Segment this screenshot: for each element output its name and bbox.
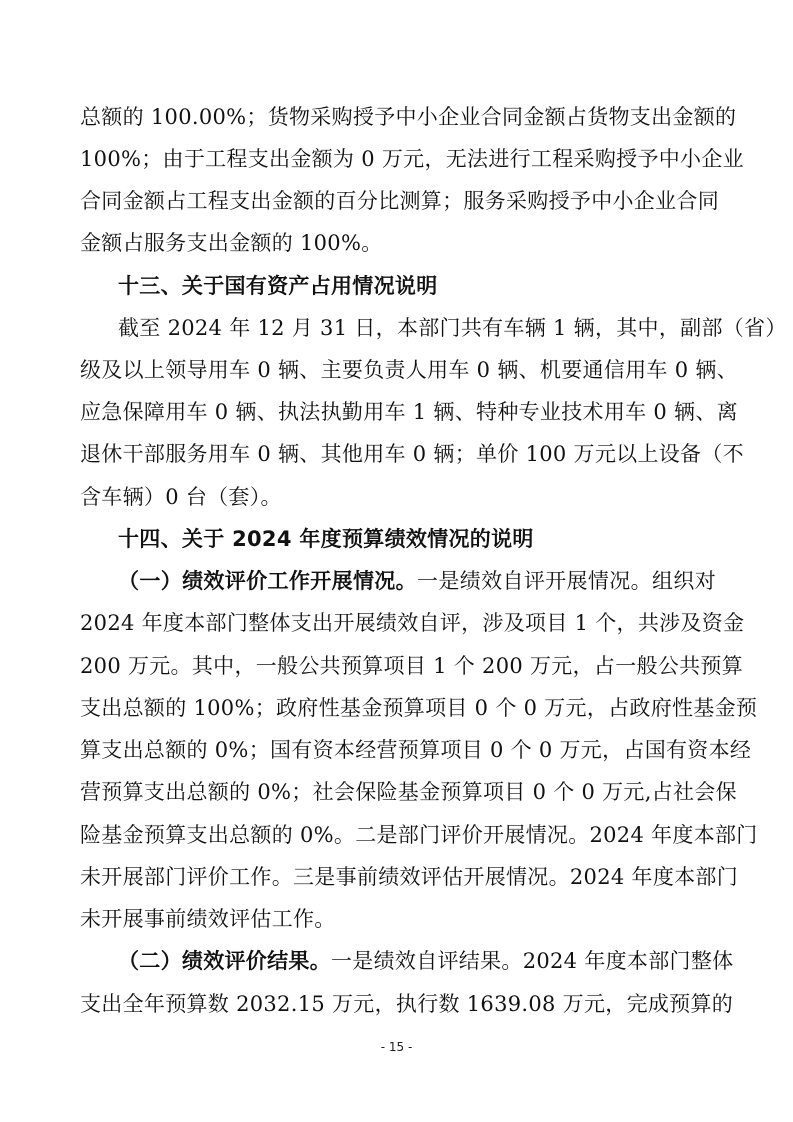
- sub-heading-1: （一）绩效评价工作开展情况。: [118, 569, 418, 593]
- text-line: 支出总额的 100%；政府性基金预算项目 0 个 0 万元，占政府性基金预: [80, 696, 758, 720]
- text-span: 一是绩效自评结果。2024 年度本部门整体: [331, 949, 734, 973]
- text-line: 未开展部门评价工作。三是事前绩效评估开展情况。2024 年度本部门: [80, 865, 739, 889]
- text-line: 未开展事前绩效评估工作。: [80, 907, 336, 931]
- text-line: [118, 567, 716, 595]
- text-line: 合同金额占工程支出金额的百分比测算；服务采购授予中小企业合同: [80, 189, 719, 213]
- text-line: 总额的 100.00%；货物采购授予中小企业合同金额占货物支出金额的: [80, 105, 737, 129]
- text-line: 算支出总额的 0%；国有资本经营预算项目 0 个 0 万元，占国有资本经: [80, 738, 752, 762]
- text-line: 2024 年度本部门整体支出开展绩效自评，涉及项目 1 个，共涉及资金: [80, 611, 745, 635]
- text-line: 100%；由于工程支出金额为 0 万元，无法进行工程采购授予中小企业: [80, 147, 744, 171]
- text-line: 含车辆）0 台（套）。: [80, 485, 282, 509]
- text-line: 截至 2024 年 12 月 31 日，本部门共有车辆 1 辆，其中，副部（省）: [118, 316, 787, 340]
- text-line: 级及以上领导用车 0 辆、主要负责人用车 0 辆、机要通信用车 0 辆、: [80, 358, 738, 382]
- text-line: 200 万元。其中，一般公共预算项目 1 个 200 万元，占一般公共预算: [80, 654, 743, 678]
- section-heading-13: 十三、关于国有资产占用情况说明: [118, 274, 438, 298]
- text-line: 险基金预算支出总额的 0%。二是部门评价开展情况。2024 年度本部门: [80, 823, 758, 847]
- text-line: 退休干部服务用车 0 辆、其他用车 0 辆；单价 100 万元以上设备（不: [80, 442, 744, 466]
- sub-heading-2: （二）绩效评价结果。: [118, 949, 331, 973]
- text-line: 金额占服务支出金额的 100%。: [80, 231, 383, 255]
- page-number: - 15 -: [380, 1040, 413, 1054]
- text-span: 一是绩效自评开展情况。组织对: [417, 569, 716, 593]
- text-line: 支出全年预算数 2032.15 万元，执行数 1639.08 万元，完成预算的: [80, 992, 734, 1016]
- text-line: 营预算支出总额的 0%；社会保险基金预算项目 0 个 0 万元,占社会保: [80, 780, 737, 804]
- text-line: 应急保障用车 0 辆、执法执勤用车 1 辆、特种专业技术用车 0 辆、离: [80, 400, 738, 424]
- section-heading-14: 十四、关于 2024 年度预算绩效情况的说明: [118, 527, 534, 551]
- text-line: [118, 947, 734, 975]
